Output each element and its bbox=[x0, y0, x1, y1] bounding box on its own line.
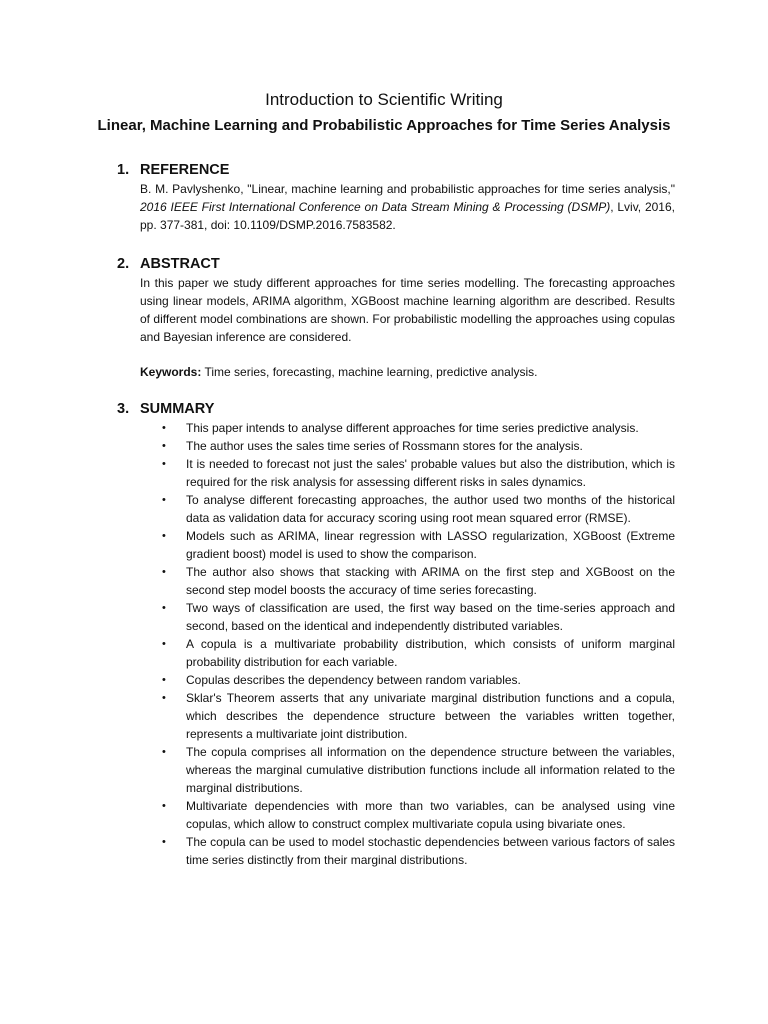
bullet-icon: • bbox=[162, 800, 166, 812]
bullet-icon: • bbox=[162, 530, 166, 542]
reference-section bbox=[117, 162, 675, 234]
summary-item bbox=[162, 743, 675, 797]
bullet-icon: • bbox=[162, 494, 166, 506]
document-title: Introduction to Scientific Writing bbox=[265, 90, 503, 109]
bullet-icon: • bbox=[162, 566, 166, 578]
summary-item bbox=[162, 563, 675, 599]
summary-list bbox=[117, 419, 675, 869]
summary-item-text: To analyse different forecasting approaches, the author used two months of the historical data as validation data for accuracy scoring using root mean squared error (RMSE). bbox=[186, 493, 675, 525]
reference-heading bbox=[117, 162, 675, 178]
summary-number: 3. bbox=[117, 401, 130, 417]
citation-details: , Lviv, 2016, pp. 377-381, doi: 10.1109/DSMP.2016.7583582. bbox=[140, 200, 675, 232]
reference-heading-text: REFERENCE bbox=[140, 162, 230, 178]
summary-heading-text: SUMMARY bbox=[140, 401, 215, 417]
bullet-icon: • bbox=[162, 440, 166, 452]
summary-item bbox=[162, 833, 675, 869]
reference-number: 1. bbox=[117, 162, 130, 178]
summary-item-text: Models such as ARIMA, linear regression with LASSO regularization, XGBoost (Extreme gradient boost) model is used to show the comparison. bbox=[186, 529, 675, 561]
bullet-icon: • bbox=[162, 602, 166, 614]
summary-item-text: Sklar's Theorem asserts that any univariate marginal distribution functions and a copula, which describes the dependence structure between the variables written together, represents a multivariate joint distribution. bbox=[186, 691, 675, 741]
keywords-label: Keywords: bbox=[140, 365, 202, 379]
summary-item bbox=[162, 419, 675, 437]
bullet-icon: • bbox=[162, 458, 166, 470]
bullet-icon: • bbox=[162, 746, 166, 758]
abstract-number: 2. bbox=[117, 256, 130, 272]
summary-item bbox=[162, 455, 675, 491]
bullet-icon: • bbox=[162, 638, 166, 650]
reference-citation bbox=[140, 180, 675, 234]
abstract-heading bbox=[117, 256, 675, 272]
summary-item bbox=[162, 797, 675, 833]
summary-item-text: Two ways of classification are used, the first way based on the time-series approach and second, based on the identical and independently distributed variables. bbox=[186, 601, 675, 633]
bullet-icon: • bbox=[162, 422, 166, 434]
summary-item-text: It is needed to forecast not just the sales' probable values but also the distribution, which is required for the risk analysis for assessing different risks in sales dynamics. bbox=[186, 457, 675, 489]
summary-item-text: Multivariate dependencies with more than two variables, can be analysed using vine copulas, which allow to construct complex multivariate copula using bivariate ones. bbox=[186, 799, 675, 831]
summary-item bbox=[162, 437, 675, 455]
abstract-text: In this paper we study different approaches for time series modelling. The forecasting approaches using linear models, ARIMA algorithm, XGBoost machine learning algorithm are described. Results of different model combinations are shown. For probabilistic modelling the approaches using copulas and Bayesian inference are considered. bbox=[140, 276, 675, 344]
abstract-section bbox=[117, 256, 675, 381]
summary-item-text: The copula comprises all information on the dependence structure between the variables, whereas the marginal cumulative distribution functions include all information related to the marginal distributions. bbox=[186, 745, 675, 795]
summary-section bbox=[117, 401, 675, 869]
summary-item bbox=[162, 599, 675, 635]
summary-item-text: The copula can be used to model stochastic dependencies between various factors of sales time series distinctly from their marginal distributions. bbox=[186, 835, 675, 867]
summary-item bbox=[162, 689, 675, 743]
keywords-line bbox=[140, 363, 675, 381]
document-subtitle: Linear, Machine Learning and Probabilistic Approaches for Time Series Analysis bbox=[97, 117, 671, 134]
summary-heading bbox=[117, 401, 675, 417]
bullet-icon: • bbox=[162, 692, 166, 704]
bullet-icon: • bbox=[162, 674, 166, 686]
summary-item-text: A copula is a multivariate probability distribution, which consists of uniform marginal probability distribution for each variable. bbox=[186, 637, 675, 669]
summary-item bbox=[162, 671, 675, 689]
summary-item-text: The author uses the sales time series of Rossmann stores for the analysis. bbox=[186, 439, 583, 453]
summary-item bbox=[162, 635, 675, 671]
abstract-heading-text: ABSTRACT bbox=[140, 256, 220, 272]
bullet-icon: • bbox=[162, 836, 166, 848]
summary-item-text: The author also shows that stacking with ARIMA on the first step and XGBoost on the second step model boosts the accuracy of time series forecasting. bbox=[186, 565, 675, 597]
summary-item bbox=[162, 527, 675, 563]
summary-item-text: Copulas describes the dependency between random variables. bbox=[186, 673, 521, 687]
citation-authors-title: B. M. Pavlyshenko, "Linear, machine learning and probabilistic approaches for time series analysis," bbox=[140, 182, 675, 196]
citation-venue: 2016 IEEE First International Conference on Data Stream Mining & Processing (DSMP) bbox=[140, 200, 611, 214]
keywords-text: Time series, forecasting, machine learning, predictive analysis. bbox=[201, 365, 538, 379]
summary-item-text: This paper intends to analyse different approaches for time series predictive analysis. bbox=[186, 421, 639, 435]
summary-item bbox=[162, 491, 675, 527]
